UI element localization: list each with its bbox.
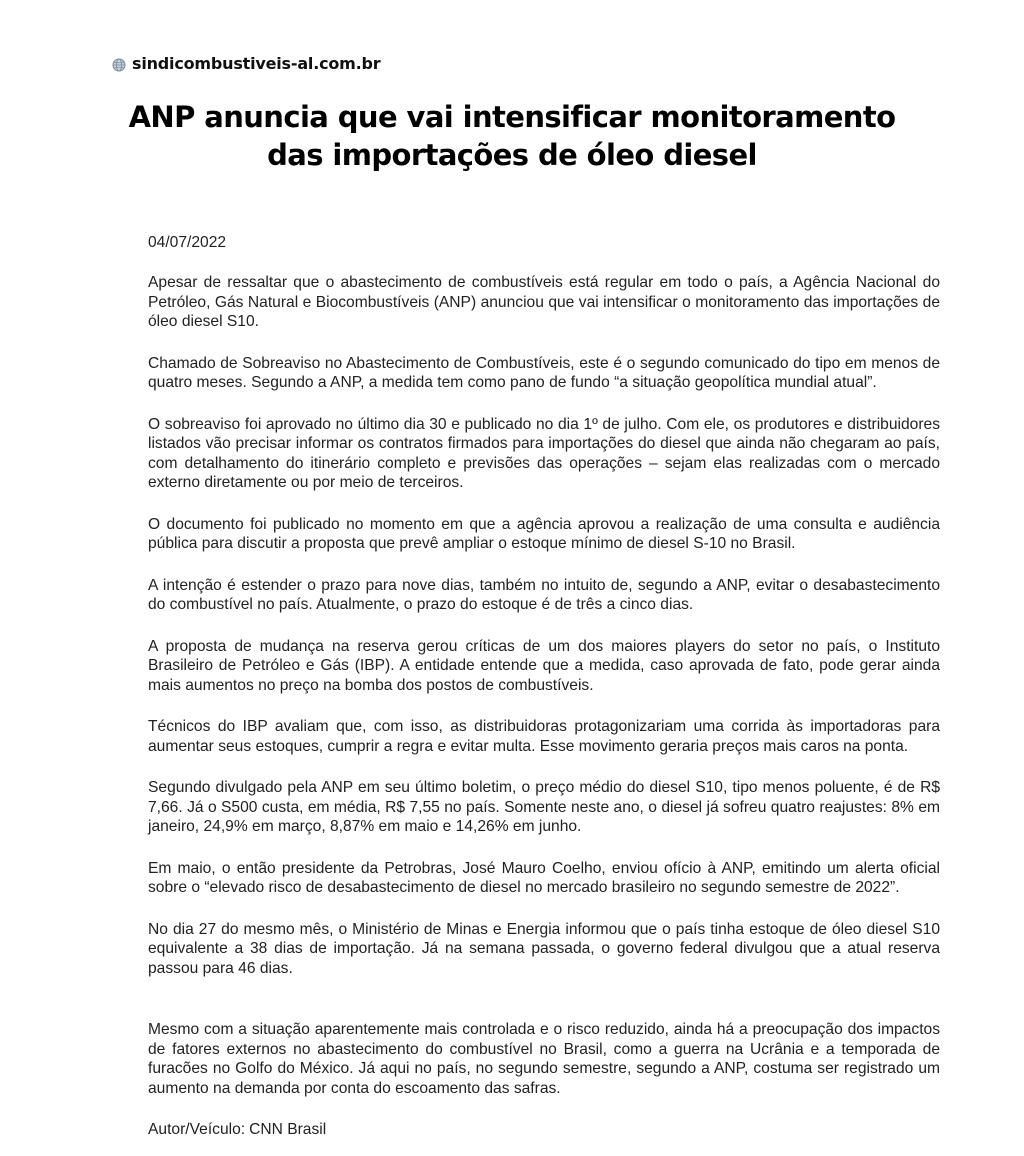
article-author <box>148 1120 940 1140</box>
article-paragraph: Apesar de ressaltar que o abastecimento de combustíveis está regular em todo o país, a Agência Nacional do Petróleo, Gás Natural e Biocombustíveis (ANP) anunciou que vai intensificar o monitoramento das importações de óleo diesel S10. <box>148 274 940 330</box>
article-date: 04/07/2022 <box>148 234 227 251</box>
article-paragraph: A proposta de mudança na reserva gerou críticas de um dos maiores players do setor no país, o Instituto Brasileiro de Petróleo e Gás (IBP). A entidade entende que a medida, caso aprovada de fato, pode gerar ainda mais aumentos no preço na bomba dos postos de combustíveis. <box>148 637 940 694</box>
article-paragraph: O sobreaviso foi aprovado no último dia 30 e publicado no dia 1º de julho. Com ele, os produtores e distribuidores listados vão precisar informar os contratos firmados para importações do diesel que ainda não chegaram ao país, com detalhamento do itinerário completo e previsões das operações – sejam elas realizadas com o mercado externo diretamente ou por meio de terceiros. <box>148 415 940 491</box>
author-label: Autor/Veículo: <box>148 1121 246 1138</box>
article-title-line-1: ANP anuncia que vai intensificar monitoramento <box>128 100 896 134</box>
site-header <box>112 54 380 73</box>
article-body <box>148 233 940 1140</box>
article-paragraph: Chamado de Sobreaviso no Abastecimento de Combustíveis, este é o segundo comunicado do tipo em menos de quatro meses. Segundo a ANP, a medida tem como pano de fundo “a situação geopolítica mundial atual”. <box>148 354 940 391</box>
author-value: CNN Brasil <box>249 1121 327 1138</box>
site-name[interactable]: sindicombustiveis-al.com.br <box>132 54 381 73</box>
article-paragraph: Em maio, o então presidente da Petrobras, José Mauro Coelho, enviou ofício à ANP, emitindo um alerta oficial sobre o “elevado risco de desabastecimento de diesel no mercado brasileiro no segundo semestre de 2022”. <box>148 859 940 896</box>
article-paragraph: O documento foi publicado no momento em que a agência aprovou a realização de uma consulta e audiência pública para discutir a proposta que prevê ampliar o estoque mínimo de diesel S-10 no Brasil. <box>148 515 940 552</box>
article-paragraph: Técnicos do IBP avaliam que, com isso, as distribuidoras protagonizariam uma corrida às importadoras para aumentar seus estoques, cumprir a regra e evitar multa. Esse movimento geraria preços mais caros na ponta. <box>148 718 940 755</box>
article-title-line-2: das importações de óleo diesel <box>267 138 757 172</box>
article-paragraph: Segundo divulgado pela ANP em seu último boletim, o preço médio do diesel S10, tipo menos poluente, é de R$ 7,66. Já o S500 custa, em média, R$ 7,55 no país. Somente neste ano, o diesel já sofreu quatro reajustes: 8% em janeiro, 24,9% em março, 8,87% em maio e 14,26% em junho. <box>148 779 940 835</box>
article-paragraph: A intenção é estender o prazo para nove dias, também no intuito de, segundo a ANP, evitar o desabastecimento do combustível no país. Atualmente, o prazo do estoque é de três a cinco dias. <box>148 576 940 613</box>
article-paragraph: No dia 27 do mesmo mês, o Ministério de Minas e Energia informou que o país tinha estoque de óleo diesel S10 equivalente a 38 dias de importação. Já na semana passada, o governo federal divulgou que a atual reserva passou para 46 dias. <box>148 920 940 977</box>
globe-icon <box>112 57 126 71</box>
article-paragraph: Mesmo com a situação aparentemente mais controlada e o risco reduzido, ainda há a preocupação dos impactos de fatores externos no abastecimento do combustível no Brasil, como a guerra na Ucrânia e a temporada de furacões no Golfo do México. Já aqui no país, no segundo semestre, segundo a ANP, costuma ser registrado um aumento na demanda por conta do escoamento das safras. <box>148 1021 940 1097</box>
article-title <box>100 98 924 174</box>
